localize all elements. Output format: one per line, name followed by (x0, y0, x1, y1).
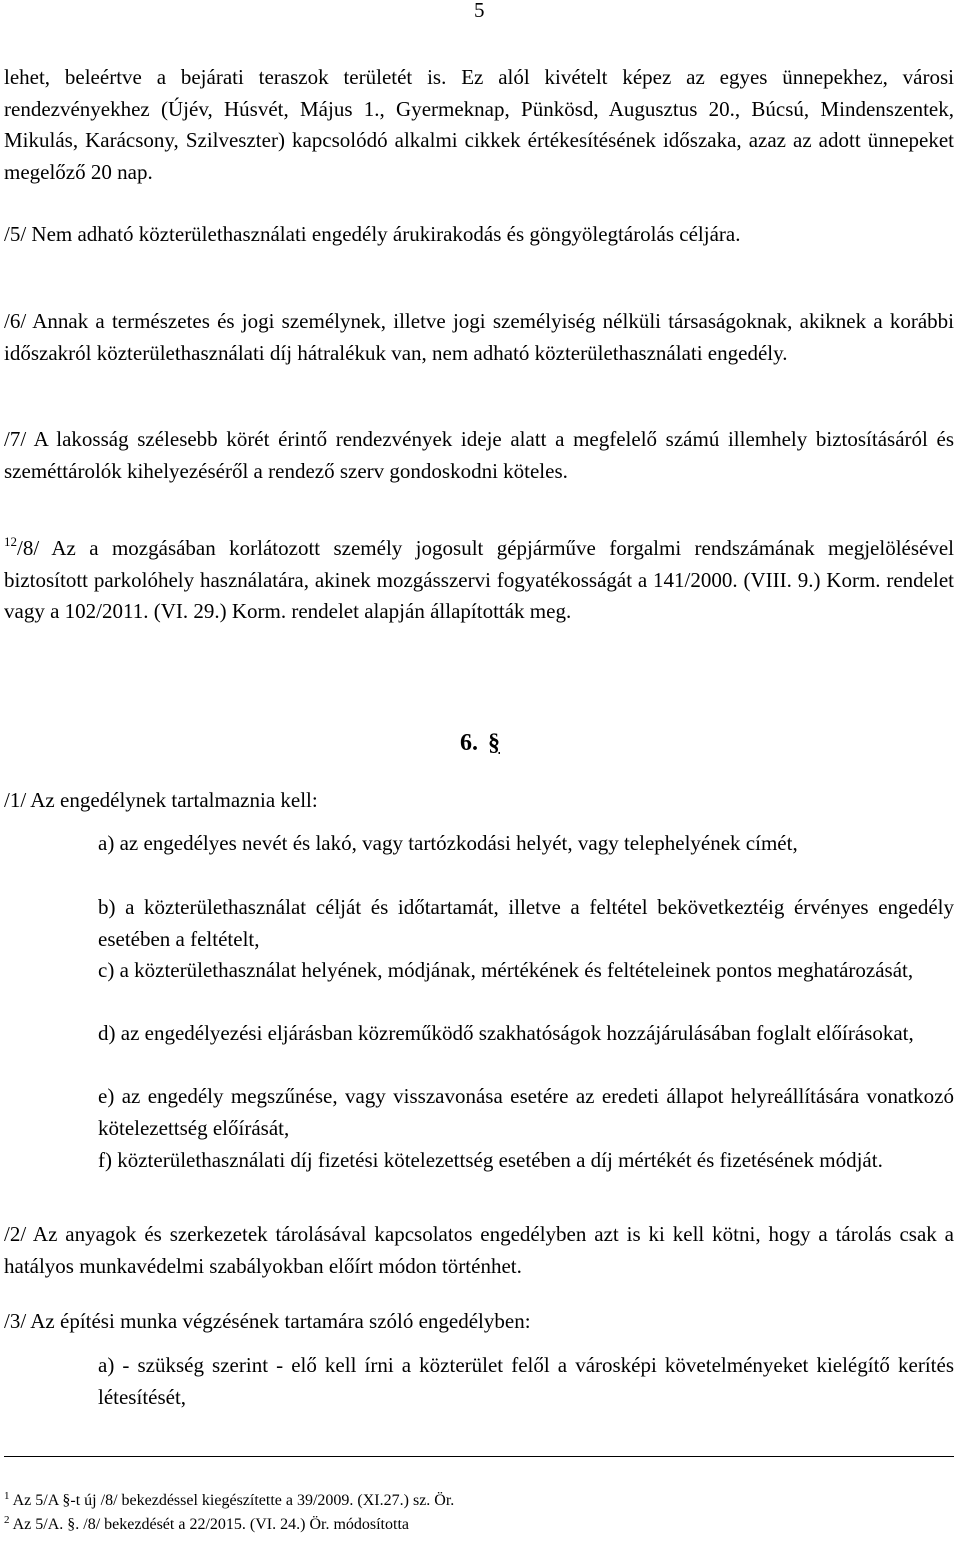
paragraph-6: /6/ Annak a természetes és jogi személynek, illetve jogi személyiség nélküli társaságoknak, akiknek a korábbi időszakról közterülethasználati díj hátralékuk van, nem adható közterülethasználati engedély. (4, 309, 954, 365)
s6-1-lead: /1/ Az engedélynek tartalmaznia kell: (4, 788, 318, 812)
footnote-2-number: 2 (4, 1514, 10, 1526)
s6-1-item-a: a) az engedélyes nevét és lakó, vagy tartózkodási helyét, vagy telephelyének címét, (98, 831, 798, 855)
s6-3-item-a: a) - szükség szerint - elő kell írni a közterület felől a városképi követelményeket kielégítő kerítés létesítését, (98, 1353, 954, 1409)
footnote-separator (4, 1456, 954, 1457)
footnote-marker: 12 (4, 534, 17, 549)
paragraph-intro: lehet, beleértve a bejárati teraszok területét is. Ez alól kivételt képez az egyes ünnepekhez, városi rendezvényekhez (Újév, Húsvét, Május 1., Gyermeknap, Pünkösd, Augusztus 20., Búcsú, Mindenszentek, Mikulás, Karácsony, Szilveszter) kapcsolódó alkalmi cikkek értékesítésének időszaka, azaz az adott ünnepeket megelőző 20 nap. (4, 65, 954, 184)
footnote-1 (4, 1490, 454, 1512)
page-number: 5 (474, 0, 485, 22)
s6-1-item-f: f) közterülethasználati díj fizetési kötelezettség esetében a díj mértékét és fizetésének módját. (98, 1148, 883, 1172)
s6-2: /2/ Az anyagok és szerkezetek tárolásával kapcsolatos engedélyben azt is ki kell kötni, hogy a tárolás csak a hatályos munkavédelmi szabályokban előírt módon történhet. (4, 1222, 954, 1278)
footnote-2-text: Az 5/A. §. /8/ bekezdését a 22/2015. (VI. 24.) Ör. módosította (12, 1516, 409, 1533)
paragraph-8-text: /8/ Az a mozgásában korlátozott személy jogosult gépjárműve forgalmi rendszámának megjelölésével biztosított parkolóhely használatára, akinek mozgásszervi fogyatékosságát a 141/2000. (VIII. 9.) Korm. rendelet vagy a 102/2011. (VI. 29.) Korm. rendelet alapján állapították meg. (4, 536, 954, 623)
footnote-1-number: 1 (4, 1490, 10, 1502)
paragraph-8 (4, 533, 954, 628)
section-heading (460, 727, 500, 759)
s6-1-item-e: e) az engedély megszűnése, vagy visszavonása esetére az eredeti állapot helyreállítására vonatkozó kötelezettség előírását, (98, 1084, 954, 1140)
footnote-2 (4, 1514, 409, 1536)
s6-3-lead: /3/ Az építési munka végzésének tartamára szóló engedélyben: (4, 1309, 531, 1333)
s6-1-item-b: b) a közterülethasználat célját és időtartamát, illetve a feltétel bekövetkeztéig érvényes engedély esetében a feltételt, (98, 895, 954, 951)
section-number: 6. (460, 730, 478, 756)
section-symbol: § (488, 730, 500, 756)
s6-1-item-d: d) az engedélyezési eljárásban közreműködő szakhatóságok hozzájárulásában foglalt előírásokat, (98, 1021, 914, 1045)
paragraph-7: /7/ A lakosság szélesebb körét érintő rendezvények ideje alatt a megfelelő számú illemhely biztosításáról és szeméttárolók kihelyezéséről a rendező szerv gondoskodni köteles. (4, 427, 954, 483)
s6-1-item-c: c) a közterülethasználat helyének, módjának, mértékének és feltételeinek pontos meghatározását, (98, 958, 914, 982)
footnote-1-text: Az 5/A §-t új /8/ bekezdéssel kiegészítette a 39/2009. (XI.27.) sz. Ör. (12, 1492, 455, 1509)
paragraph-5: /5/ Nem adható közterülethasználati engedély árukirakodás és göngyölegtárolás céljára. (4, 222, 741, 246)
